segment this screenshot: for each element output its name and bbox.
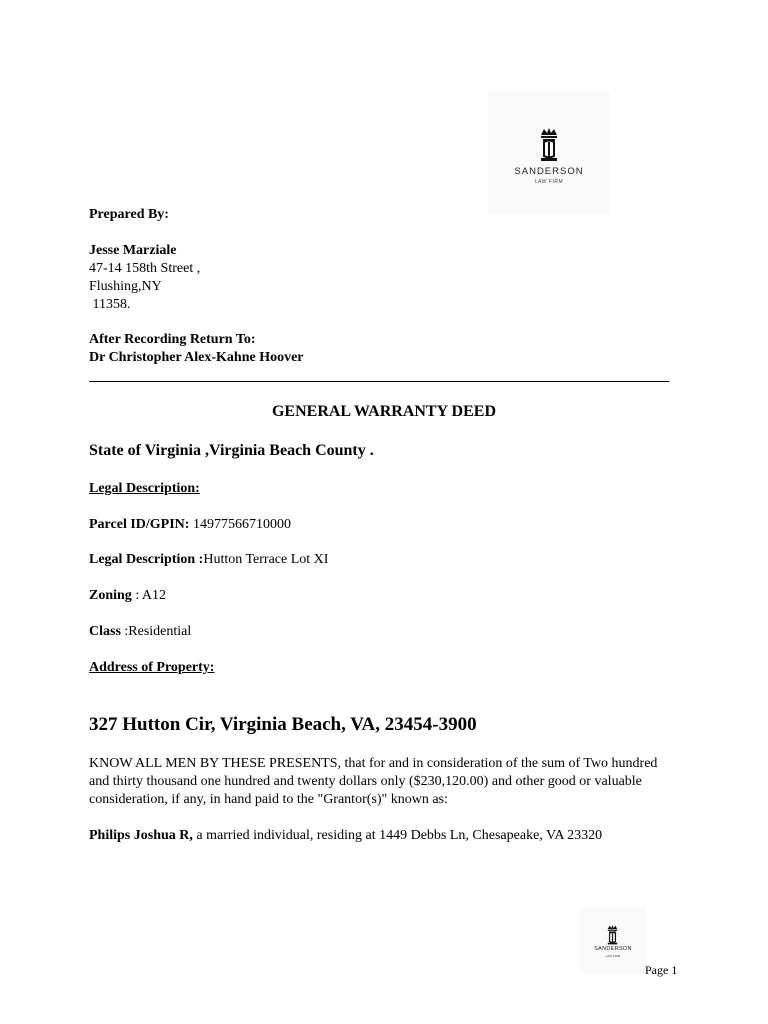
class-label: Class — [89, 624, 121, 639]
state-county-line: State of Virginia ,Virginia Beach County . — [89, 442, 374, 459]
zoning-row — [89, 588, 166, 604]
parcel-id-value: 14977566710000 — [189, 517, 291, 532]
crown-pillar-icon — [538, 128, 560, 162]
firm-logo — [488, 92, 610, 214]
grantor-name: Philips Joshua R, — [89, 828, 193, 843]
document-title: GENERAL WARRANTY DEED — [271, 403, 497, 420]
preparer-address-line2: Flushing,NY — [89, 279, 162, 294]
preparer-name: Jesse Marziale — [89, 243, 177, 258]
parcel-id-label: Parcel ID/GPIN: — [89, 517, 190, 532]
parcel-id-row — [89, 517, 291, 533]
logo-firm-name: SANDERSON — [514, 166, 584, 177]
legal-description-label: Legal Description : — [89, 552, 204, 567]
class-value: :Residential — [120, 624, 192, 639]
preparer-address-line1: 47-14 158th Street , — [89, 261, 201, 276]
page-number: Page 1 — [645, 963, 678, 977]
footer-logo-firm-name: SANDERSON — [594, 946, 632, 952]
footer-firm-logo — [580, 908, 646, 974]
legal-description-value: Hutton Terrace Lot XI — [203, 552, 329, 567]
legal-description-heading: Legal Description: — [89, 481, 200, 496]
property-address: 327 Hutton Cir, Virginia Beach, VA, 23454-3900 — [89, 714, 477, 735]
logo-firm-subtitle: LAW FIRM — [534, 179, 564, 185]
zoning-label: Zoning — [89, 588, 132, 603]
grantor-description: a married individual, residing at 1449 Debbs Ln, Chesapeake, VA 23320 — [192, 828, 603, 843]
legal-description-row — [89, 552, 328, 568]
preparer-address-line3: 11358. — [89, 297, 131, 312]
address-of-property-heading: Address of Property: — [89, 660, 215, 675]
return-to-label: After Recording Return To: — [89, 332, 256, 347]
zoning-value: : A12 — [131, 588, 167, 603]
crown-pillar-icon — [606, 925, 619, 945]
prepared-by-label: Prepared By: — [89, 207, 169, 222]
footer-logo-firm-subtitle: LAW FIRM — [605, 954, 621, 958]
grantor-line — [89, 828, 602, 844]
return-to-name: Dr Christopher Alex-Kahne Hoover — [89, 350, 304, 365]
section-divider — [89, 381, 669, 382]
class-row — [89, 624, 191, 640]
consideration-paragraph: KNOW ALL MEN BY THESE PRESENTS, that for and in consideration of the sum of Two hundred and thirty thousand one hundred and twenty dollars only ($230,120.00) and other good or valuable consideration, if any, in hand paid to the "Grantor(s)" known as: — [89, 756, 658, 807]
